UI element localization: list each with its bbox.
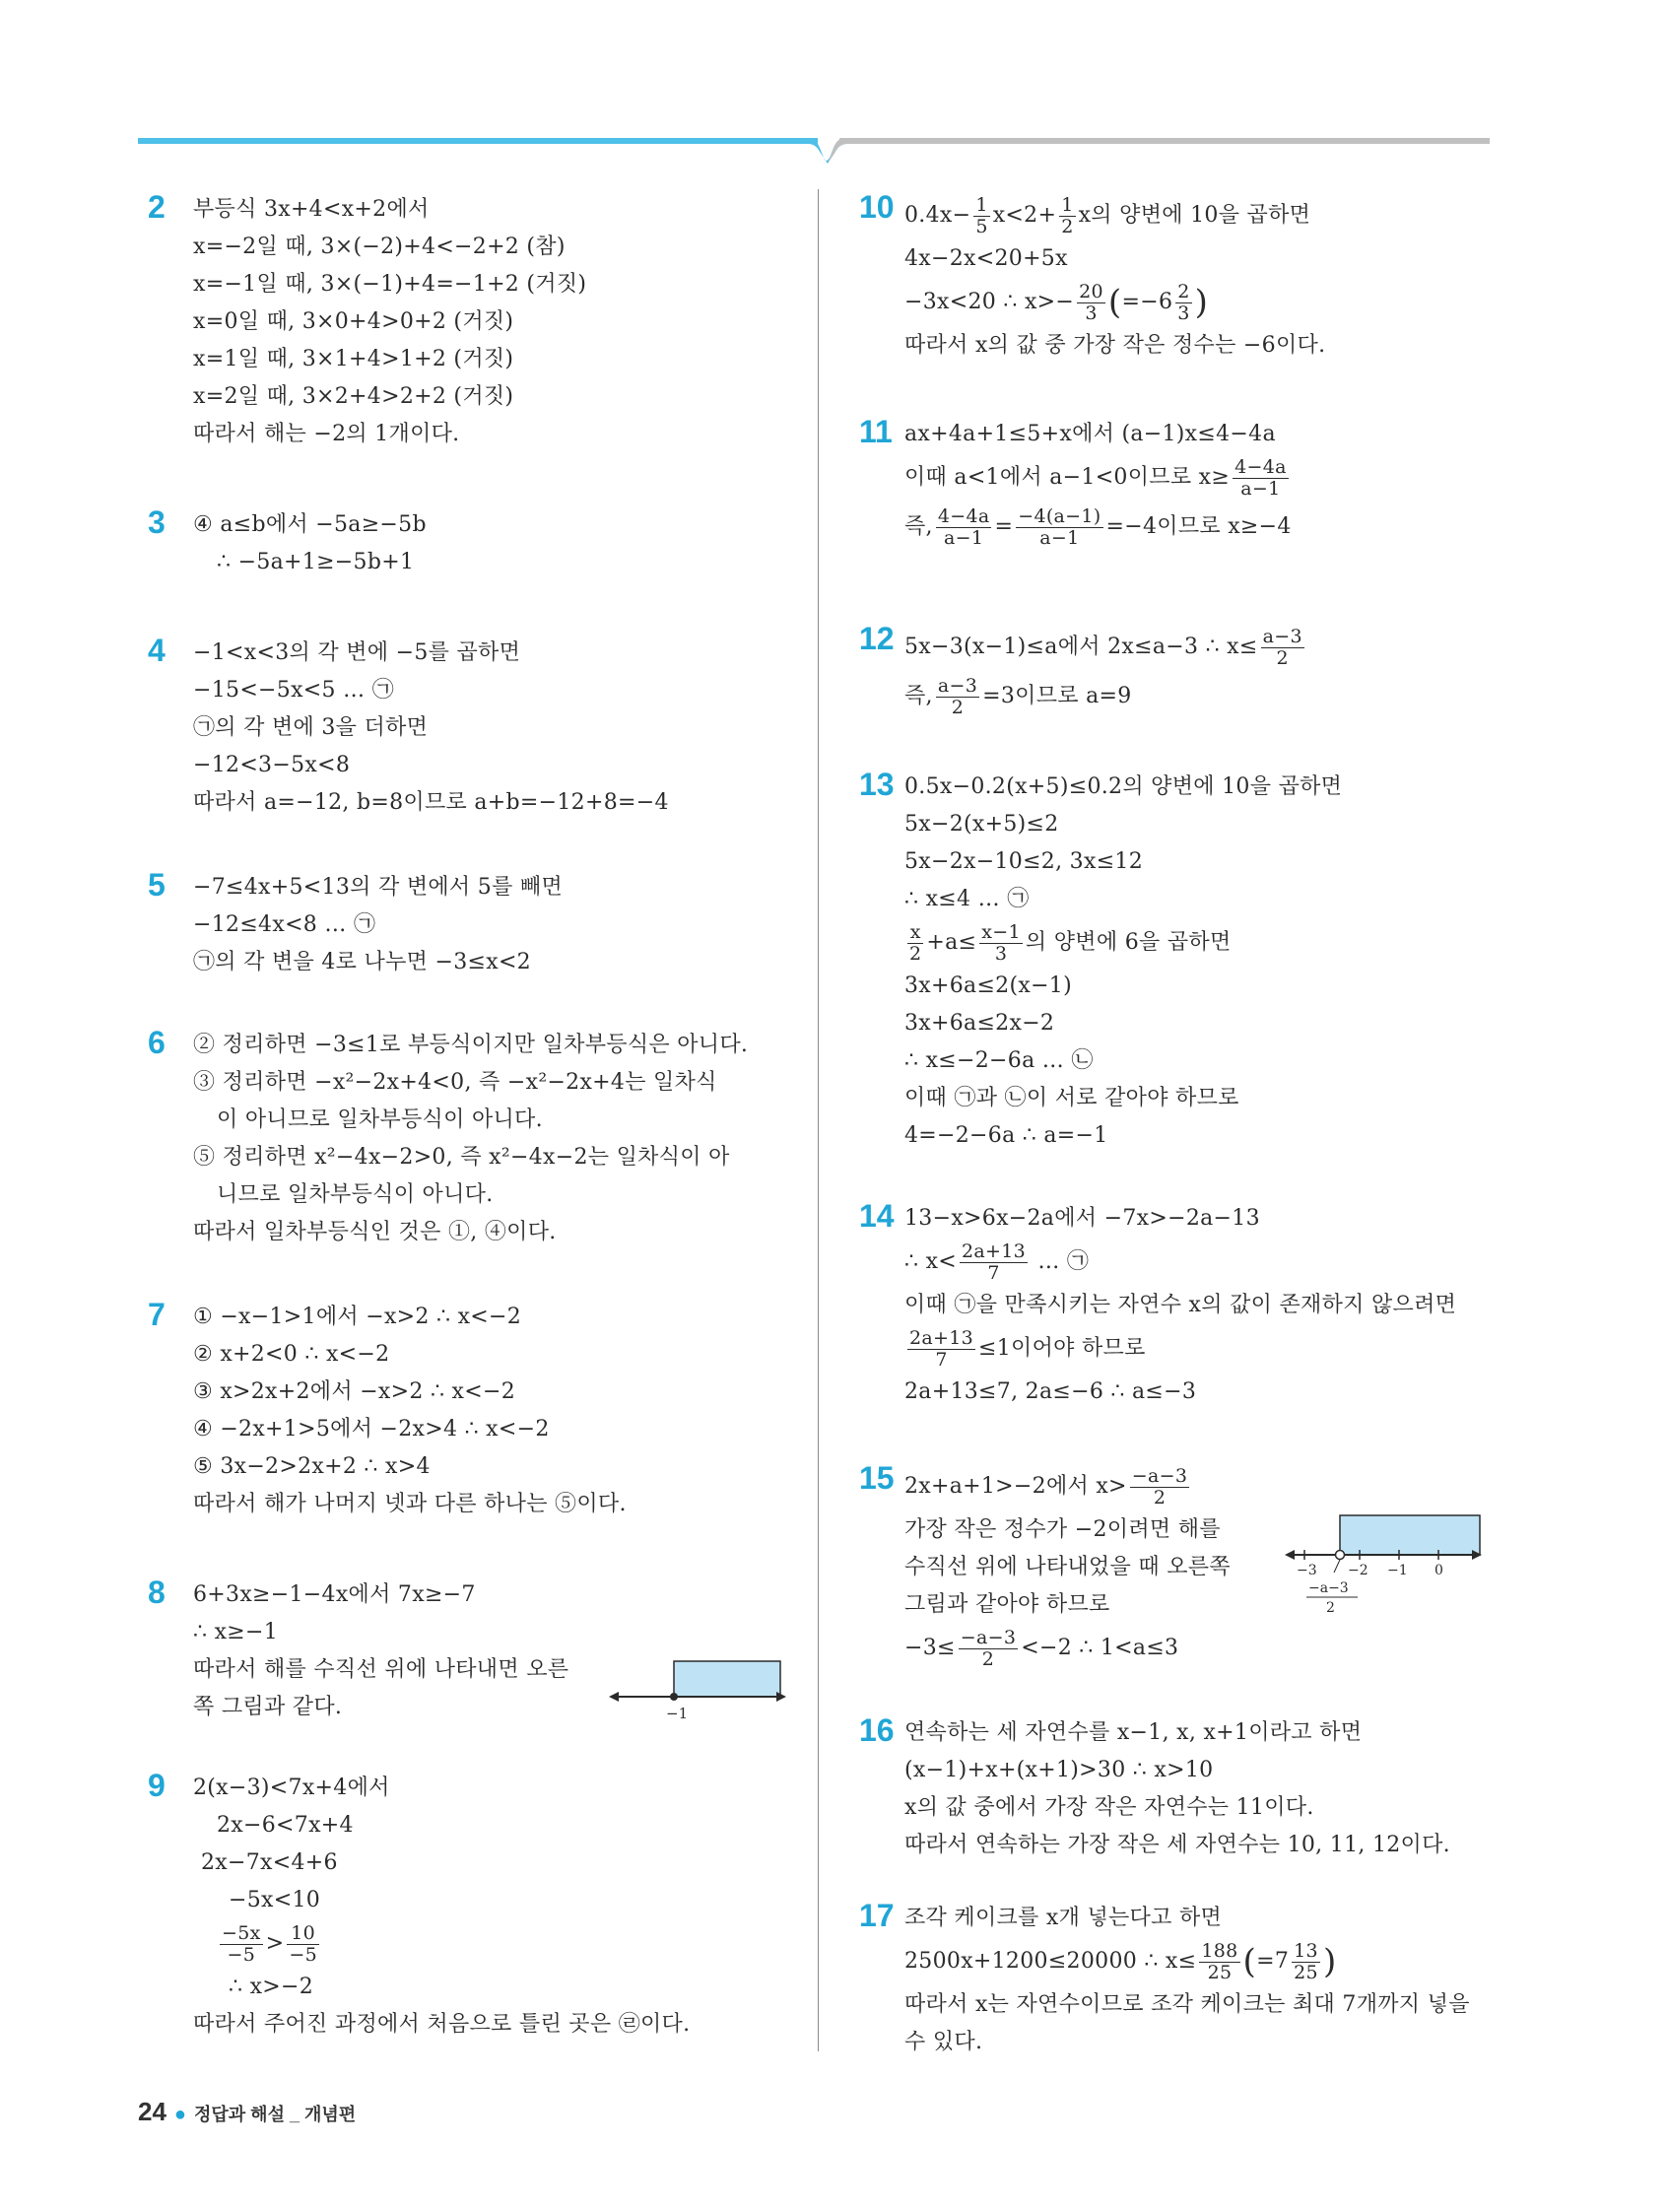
axis-label: −3 [1297, 1563, 1317, 1578]
number-line-graph [1285, 1511, 1482, 1620]
solution-line: −1<x<3의 각 변에 −5를 곱하면 [193, 640, 521, 665]
solution-line: 따라서 a=−12, b=8이므로 a+b=−12+8=−4 [193, 790, 669, 815]
axis-fraction-num: −a−3 [1308, 1580, 1349, 1596]
solution-line: 따라서 해를 수직선 위에 나타내면 오른 [193, 1657, 569, 1682]
page-footer [138, 2097, 356, 2127]
problem-number: 9 [148, 1768, 166, 1803]
solution-line: 부등식 3x+4<x+2에서 [193, 197, 430, 222]
solution-line: 이 아니므로 일차부등식이 아니다. [217, 1107, 543, 1132]
solution-line: 즉, $\frac{a-3}{2}$ =3이므로 a=9 [904, 674, 1132, 718]
fraction: $\frac{-5x}{-5}$ [222, 1921, 261, 1966]
solution-line: 2500x+1200≤20000 ∴ x≤ $\frac{188}{25}$ (=7 $\frac{13}{25}$ ) [904, 1939, 1337, 1983]
axis-label: −2 [1348, 1563, 1368, 1578]
solution-line: 4x−2x<20+5x [904, 246, 1068, 271]
solution-line: 5x−2x−10≤2, 3x≤12 [904, 849, 1144, 874]
solution-line: ④ −2x+1>5에서 −2x>4 ∴ x<−2 [193, 1417, 550, 1441]
solution-line: 2x−7x<4+6 [201, 1850, 338, 1875]
solution-line: 가장 작은 정수가 −2이려면 해를 [904, 1517, 1221, 1542]
solution-line: −3x<20 ∴ x>− $\frac{20}{3}$ (=−6 $\frac{2}{3}$ ) [904, 280, 1209, 324]
solution-line: −12<3−5x<8 [193, 753, 351, 777]
solution-line: 따라서 연속하는 가장 작은 세 자연수는 10, 11, 12이다. [904, 1833, 1450, 1857]
solution-line: ∴ x>−2 [229, 1975, 314, 1999]
solution-line: $\frac{x}{2}$ +a≤ $\frac{x-1}{3}$ 의 양변에 6을 곱하면 [909, 920, 1232, 965]
solution-line: −15<−5x<5 … ㉠ [193, 678, 395, 703]
problem-number: 17 [859, 1898, 895, 1933]
solution-line: x=−1일 때, 3×(−1)+4=−1+2 (거짓) [193, 272, 587, 297]
solution-line: 즉, $\frac{4-4a}{a-1}$ = $\frac{-4(a-1)}{a-1}$ =−4이므로 x≥−4 [904, 504, 1292, 549]
solution-line: x=−2일 때, 3×(−2)+4<−2+2 (참) [193, 235, 566, 259]
solution-line: −3≤ $\frac{-a-3}{2}$ <−2 ∴ 1<a≤3 [904, 1626, 1179, 1670]
solution-line: ∴ x≤−2−6a … ㉡ [904, 1048, 1094, 1073]
solution-line: 따라서 일차부등식인 것은 ①, ④이다. [193, 1220, 557, 1244]
header-decoration-bar [138, 136, 1490, 166]
solution-line: ① −x−1>1에서 −x>2 ∴ x<−2 [193, 1305, 522, 1329]
solution-line: 이때 ㉠을 만족시키는 자연수 x의 값이 존재하지 않으려면 [904, 1293, 1457, 1317]
solution-line: 3x+6a≤2x−2 [904, 1011, 1055, 1036]
solution-line: 수직선 위에 나타내었을 때 오른쪽 [904, 1555, 1231, 1579]
solution-line: x=2일 때, 3×2+4>2+2 (거짓) [193, 384, 514, 409]
solution-line: 13−x>6x−2a에서 −7x>−2a−13 [904, 1206, 1260, 1231]
solution-line: ⑤ 정리하면 x²−4x−2>0, 즉 x²−4x−2는 일차식이 아 [193, 1145, 730, 1170]
solution-line: (x−1)+x+(x+1)>30 ∴ x>10 [904, 1758, 1214, 1782]
solution-line: 그림과 같아야 하므로 [904, 1592, 1110, 1617]
solution-line: ㉠의 각 변을 4로 나누면 −3≤x<2 [193, 950, 531, 974]
solution-line: −7≤4x+5<13의 각 변에서 5를 빼면 [193, 875, 564, 900]
problem-number: 15 [859, 1460, 895, 1496]
solution-line: 수 있다. [904, 2030, 983, 2054]
number-line-graph [609, 1653, 786, 1732]
solution-line: 조각 케이크를 x개 넣는다고 하면 [904, 1906, 1223, 1930]
problem-number: 7 [148, 1297, 166, 1332]
problem-number: 8 [148, 1575, 166, 1610]
problem-number: 4 [148, 633, 166, 668]
solution-line: x=1일 때, 3×1+4>1+2 (거짓) [193, 347, 514, 371]
solution-line: 2x+a+1>−2에서 x> $\frac{-a-3}{2}$ [904, 1464, 1188, 1508]
solution-line: x=0일 때, 3×0+4>0+2 (거짓) [193, 309, 514, 334]
solution-line: ∴ x≥−1 [193, 1620, 279, 1644]
axis-label: −1 [1387, 1563, 1408, 1578]
solution-line: −5x<10 [229, 1888, 321, 1912]
solution-line: ㉠의 각 변에 3을 더하면 [193, 715, 429, 740]
solution-line: 2(x−3)<7x+4에서 [193, 1776, 390, 1800]
solution-line: ax+4a+1≤5+x에서 (a−1)x≤4−4a [904, 422, 1276, 446]
solution-line: 5x−3(x−1)≤a에서 2x≤a−3 ∴ x≤ $\frac{a-3}{2}$ [904, 625, 1302, 669]
solution-line: ③ x>2x+2에서 −x>2 ∴ x<−2 [193, 1379, 516, 1404]
solution-line: ② 정리하면 −3≤1로 부등식이지만 일차부등식은 아니다. [193, 1033, 749, 1057]
solution-line: ∴ x< $\frac{2a+13}{7}$ … ㉠ [904, 1240, 1090, 1284]
problem-number: 11 [859, 414, 893, 449]
solution-line: $\frac{2a+13}{7}$ ≤1이어야 하므로 [909, 1326, 1146, 1371]
solution-line: 이때 a<1에서 a−1<0이므로 x≥ $\frac{4-4a}{a-1}$ [904, 455, 1287, 500]
solution-line: 쪽 그림과 같다. [193, 1695, 343, 1719]
problem-number: 10 [859, 189, 895, 225]
problem-number: 14 [859, 1198, 895, 1234]
solution-line: 0.5x−0.2(x+5)≤0.2의 양변에 10을 곱하면 [904, 774, 1343, 799]
problem-number: 12 [859, 621, 895, 656]
solution-line: 3x+6a≤2(x−1) [904, 973, 1072, 998]
axis-label: 0 [1434, 1563, 1443, 1578]
problem-number: 6 [148, 1025, 166, 1060]
solution-line: ∴ −5a+1≥−5b+1 [217, 550, 415, 574]
solution-line: 따라서 해는 −2의 1개이다. [193, 422, 460, 446]
solution-line: 2a+13≤7, 2a≤−6 ∴ a≤−3 [904, 1379, 1197, 1404]
solution-line: 4=−2−6a ∴ a=−1 [904, 1123, 1108, 1148]
solution-line: ∴ x≤4 … ㉠ [904, 887, 1030, 911]
problem-number: 5 [148, 867, 166, 903]
solution-line: 따라서 x의 값 중 가장 작은 정수는 −6이다. [904, 333, 1326, 358]
solution-line: 2x−6<7x+4 [217, 1813, 354, 1838]
footer-title: 정답과 해설 _ 개념편 [194, 2105, 357, 2124]
solution-line: $\frac{-5x}{-5}$ > $\frac{10}{-5}$ [222, 1921, 317, 1966]
problem-number: 2 [148, 189, 166, 225]
solution-line: ⑤ 3x−2>2x+2 ∴ x>4 [193, 1454, 431, 1479]
page-number: 24 [138, 2097, 167, 2126]
column-divider [818, 189, 819, 2051]
solution-line: −12≤4x<8 … ㉠ [193, 912, 376, 937]
problem-number: 13 [859, 767, 895, 802]
fraction: $\frac{10}{-5}$ [289, 1921, 317, 1966]
solution-line: 따라서 x는 자연수이므로 조각 케이크는 최대 7개까지 넣을 [904, 1992, 1470, 2017]
solution-line: ③ 정리하면 −x²−2x+4<0, 즉 −x²−2x+4는 일차식 [193, 1070, 717, 1095]
solution-line: 니므로 일차부등식이 아니다. [217, 1182, 494, 1207]
bullet-dot-icon: ● [173, 2104, 187, 2125]
solution-line: ④ a≤b에서 −5a≥−5b [193, 512, 427, 537]
problem-number: 3 [148, 504, 166, 540]
solution-line: 연속하는 세 자연수를 x−1, x, x+1이라고 하면 [904, 1720, 1363, 1745]
axis-label: −1 [666, 1705, 689, 1722]
solution-line: 따라서 해가 나머지 넷과 다른 하나는 ⑤이다. [193, 1492, 627, 1516]
problem-number: 16 [859, 1712, 895, 1748]
solution-line: 이때 ㉠과 ㉡이 서로 같아야 하므로 [904, 1086, 1239, 1110]
solution-line: ② x+2<0 ∴ x<−2 [193, 1342, 390, 1367]
solution-line: 6+3x≥−1−4x에서 7x≥−7 [193, 1582, 476, 1607]
solution-line: 5x−2(x+5)≤2 [904, 812, 1059, 837]
axis-fraction-den: 2 [1326, 1600, 1335, 1616]
solution-line: 따라서 주어진 과정에서 처음으로 틀린 곳은 ㉣이다. [193, 2012, 691, 2037]
solution-line: x의 값 중에서 가장 작은 자연수는 11이다. [904, 1795, 1314, 1820]
solution-line: 0.4x− $\frac{1}{5}$ x<2+ $\frac{1}{2}$ x의 양변에 10을 곱하면 [904, 193, 1311, 237]
